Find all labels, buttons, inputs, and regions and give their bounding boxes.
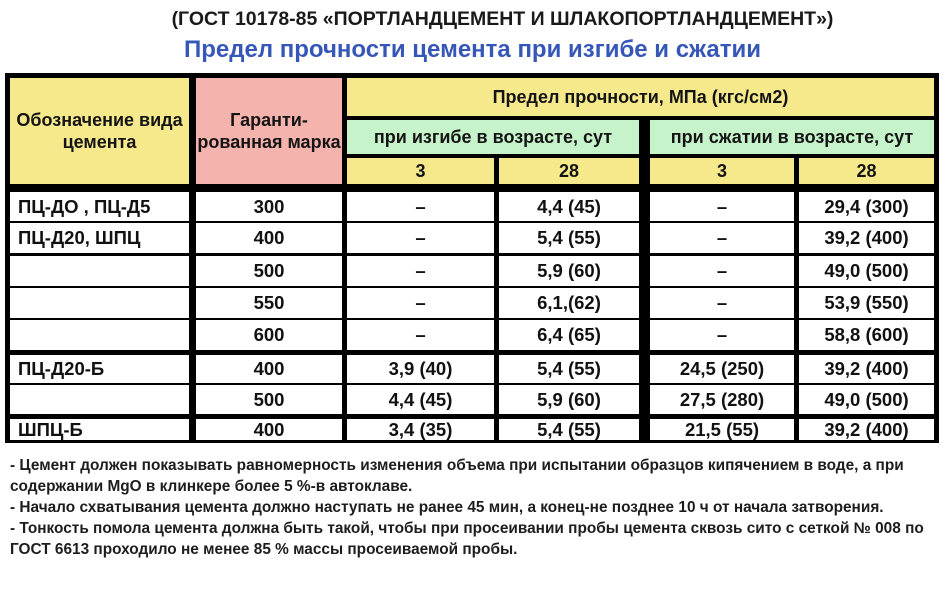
- table-cell-type: [10, 385, 189, 414]
- table-cell-bend3: 3,9 (40): [347, 355, 494, 383]
- page-title: Предел прочности цемента при изгибе и сжатии: [184, 36, 761, 63]
- column-header-bend-3: 3: [347, 158, 494, 184]
- table-cell-comp3: –: [650, 320, 794, 350]
- table-cell-bend3: –: [347, 192, 494, 221]
- table-cell-grade: 400: [196, 355, 342, 383]
- table-cell-comp28: 39,2 (400): [799, 355, 934, 383]
- table-cell-grade: 300: [196, 192, 342, 221]
- table-cell-type: [10, 320, 189, 350]
- table-cell-comp28: 49,0 (500): [799, 256, 934, 286]
- table-cell-bend3: –: [347, 256, 494, 286]
- table-cell-bend28: 6,1,(62): [499, 288, 639, 318]
- table-cell-bend28: 5,4 (55): [499, 223, 639, 253]
- table-cell-comp3: –: [650, 223, 794, 253]
- table-cell-bend3: –: [347, 320, 494, 350]
- note-item: - Цемент должен показывать равномерность изменения объема при испытании образцов кипячением в воде, а при содержании MgO в клинкере более 5 %-в автоклаве.: [10, 457, 904, 495]
- column-header-compression: при сжатии в возрасте, сут: [650, 120, 934, 154]
- table-cell-comp3: 21,5 (55): [650, 419, 794, 440]
- table-cell-bend28: 5,9 (60): [499, 256, 639, 286]
- column-header-grade: Гаранти-рованная марка: [196, 78, 342, 184]
- notes-block: [10, 455, 935, 560]
- table-cell-bend28: 5,4 (55): [499, 355, 639, 383]
- table-cell-bend3: –: [347, 223, 494, 253]
- table-cell-type: ПЦ-ДО , ПЦ-Д5: [10, 192, 189, 221]
- table-cell-type: ПЦ-Д20, ШПЦ: [10, 223, 189, 253]
- table-cell-comp3: 24,5 (250): [650, 355, 794, 383]
- table-cell-bend3: 3,4 (35): [347, 419, 494, 440]
- table-cell-comp28: 39,2 (400): [799, 223, 934, 253]
- table-cell-bend3: –: [347, 288, 494, 318]
- table-cell-bend28: 5,9 (60): [499, 385, 639, 414]
- table-cell-comp3: 27,5 (280): [650, 385, 794, 414]
- table-cell-comp28: 53,9 (550): [799, 288, 934, 318]
- table-cell-comp3: –: [650, 192, 794, 221]
- table-cell-type: [10, 288, 189, 318]
- column-header-comp-3: 3: [650, 158, 794, 184]
- table-cell-type: ШПЦ-Б: [10, 419, 189, 440]
- table-cell-bend28: 5,4 (55): [499, 419, 639, 440]
- table-cell-grade: 400: [196, 419, 342, 440]
- column-header-bending: при изгибе в возрасте, сут: [347, 120, 639, 154]
- table-cell-comp3: –: [650, 288, 794, 318]
- table-cell-type: [10, 256, 189, 286]
- table-cell-type: ПЦ-Д20-Б: [10, 355, 189, 383]
- table-cell-bend28: 6,4 (65): [499, 320, 639, 350]
- strength-table: [5, 73, 939, 443]
- table-cell-comp28: 29,4 (300): [799, 192, 934, 221]
- table-cell-comp28: 58,8 (600): [799, 320, 934, 350]
- column-header-cement-type: Обозначение вида цемента: [10, 78, 189, 184]
- table-cell-grade: 500: [196, 256, 342, 286]
- note-item: - Начало схватывания цемента должно наступать не ранее 45 мин, а конец-не позднее 10 ч от начала затворения.: [10, 499, 884, 516]
- column-header-bend-28: 28: [499, 158, 639, 184]
- table-cell-bend28: 4,4 (45): [499, 192, 639, 221]
- table-cell-grade: 550: [196, 288, 342, 318]
- gost-reference: (ГОСТ 10178-85 «ПОРТЛАНДЦЕМЕНТ И ШЛАКОПОРТЛАНДЦЕМЕНТ»): [171, 8, 834, 30]
- note-item: - Тонкость помола цемента должна быть такой, чтобы при просеивании пробы цемента сквозь сито с сеткой № 008 по ГОСТ 6613 проходило не менее 85 % массы просеиваемой пробы.: [10, 520, 924, 558]
- table-cell-grade: 500: [196, 385, 342, 414]
- table-cell-comp3: –: [650, 256, 794, 286]
- table-cell-comp28: 49,0 (500): [799, 385, 934, 414]
- table-cell-comp28: 39,2 (400): [799, 419, 934, 440]
- table-cell-grade: 600: [196, 320, 342, 350]
- column-header-comp-28: 28: [799, 158, 934, 184]
- table-cell-bend3: 4,4 (45): [347, 385, 494, 414]
- table-cell-grade: 400: [196, 223, 342, 253]
- column-header-strength: Предел прочности, МПа (кгс/см2): [347, 78, 934, 116]
